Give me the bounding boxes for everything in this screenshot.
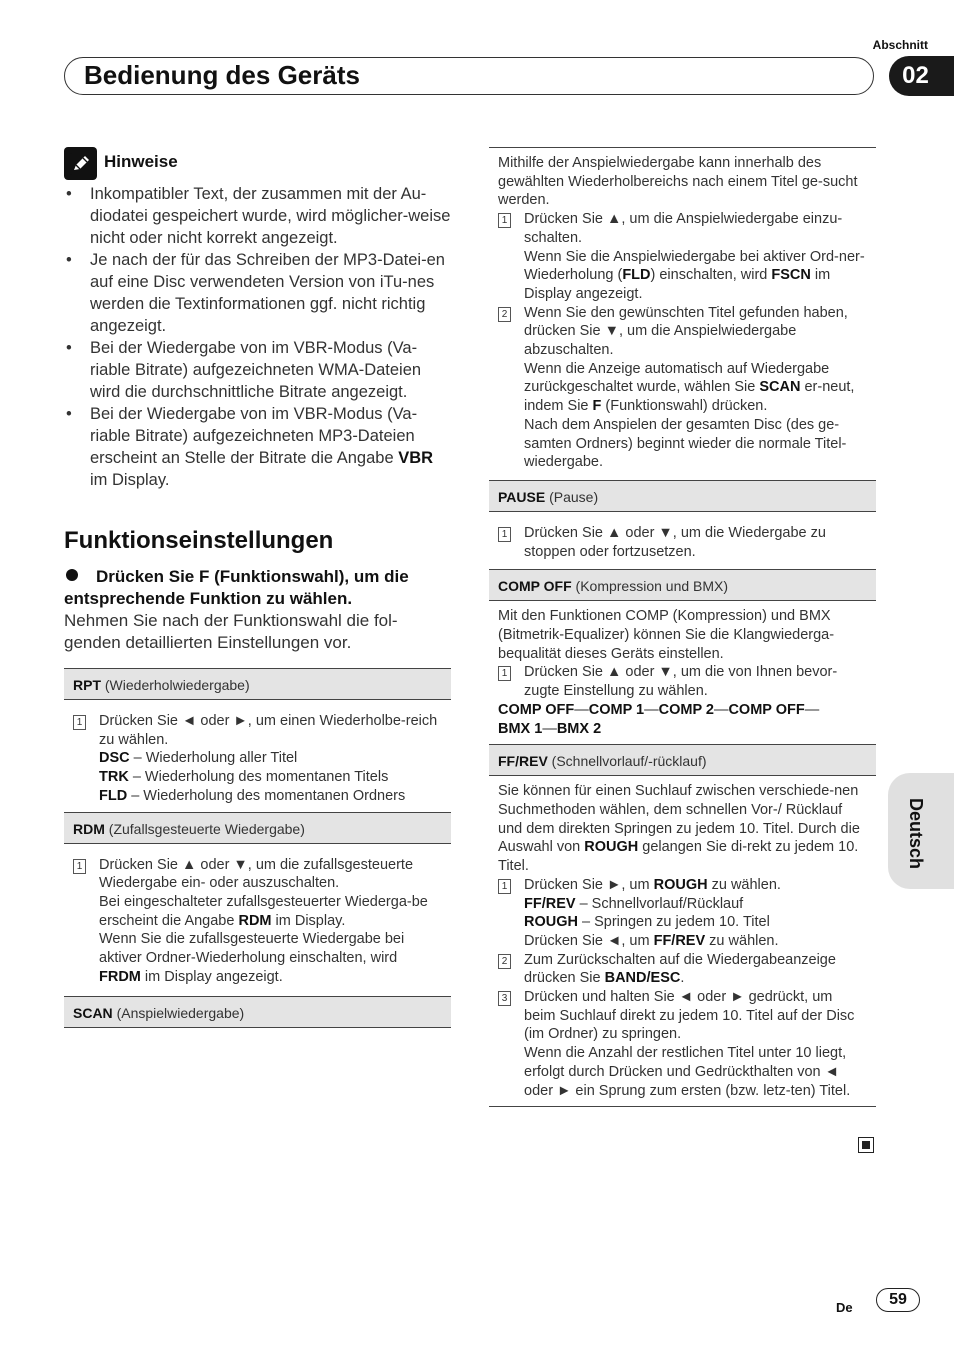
step-number: 1 <box>498 879 511 894</box>
section-label: Abschnitt <box>872 38 928 52</box>
dsc-label: DSC <box>99 750 130 767</box>
ffrev-intro-a: Sie können für einen Suchlauf zwischen verschiede-nen Suchmethoden wählen, dem schnellen Vor-/ Rücklauf und dem direkten Springen zu jedem 10. Titel. Durch die Auswahl von <box>498 783 860 856</box>
bullet-dot-icon <box>66 569 78 581</box>
trk-label: TRK <box>99 769 129 786</box>
dash: — <box>713 701 729 718</box>
fld-text: – Wiederholung des momentanen Ordners <box>127 787 406 804</box>
pause-step-text: Drücken Sie ▲ oder ▼, um die Wiedergabe zu stoppen oder fortzusetzen. <box>524 524 826 560</box>
rpt-key: RPT <box>73 677 101 693</box>
pause-cell <box>489 512 876 567</box>
note-item: • Je nach der für das Schreiben der MP3-Datei-en auf eine Disc verwendeten Version von iTu-nes werden die Textinformationen ggf. nicht richtig angezeigt. <box>64 249 454 337</box>
step-number: 1 <box>498 666 511 681</box>
dash: — <box>542 720 557 737</box>
settings-table-left <box>64 668 451 1028</box>
rdm-step-text: Drücken Sie ▲ oder ▼, um die zufallsgesteuerte Wiedergabe ein- oder auszuschalten. <box>99 856 414 892</box>
ffrev-step1d: Drücken Sie ◄, um <box>524 932 654 949</box>
ffrev-key: FF/REV <box>498 753 548 770</box>
rdm-key: RDM <box>73 820 105 837</box>
rough-code: ROUGH <box>524 914 578 931</box>
scan-step1b-mid: ) einschalten, wird <box>650 267 772 284</box>
step-number: 1 <box>73 715 86 730</box>
ffrev-step1a: Drücken Sie ►, um <box>524 876 654 893</box>
step-number: 2 <box>498 307 511 322</box>
ffrev-step1d-end: zu wählen. <box>705 932 779 949</box>
rdm-line2: Bei eingeschalteter zufallsgesteuerter Wiederga-be erscheint die Angabe <box>99 893 428 929</box>
rpt-header <box>64 668 451 700</box>
frdm-code: FRDM <box>99 968 141 985</box>
dash: — <box>574 701 589 718</box>
scan-step1-text: Drücken Sie ▲, um die Anspielwiedergabe einzu-schalten. <box>524 211 843 246</box>
rpt-desc: (Wiederholwiedergabe) <box>104 677 250 693</box>
footer-language: De <box>836 1300 853 1315</box>
page-number: 59 <box>876 1288 920 1312</box>
comp-cell <box>489 601 876 744</box>
functions-heading: Funktionseinstellungen <box>64 527 334 554</box>
ffrev-code: FF/REV <box>653 932 706 949</box>
scan-code: SCAN <box>759 379 801 396</box>
settings-table-right <box>489 147 876 1107</box>
scan-step2-text: Wenn Sie den gewünschten Titel gefunden haben, drücken Sie ▼, um die Anspielwiedergabe abzuschalten. <box>524 304 848 359</box>
trk-text: – Wiederholung des momentanen Titels <box>128 769 389 786</box>
pencil-note-icon <box>64 147 97 180</box>
rdm-code: RDM <box>238 912 272 929</box>
functions-instruction <box>64 566 454 654</box>
comp-option: COMP OFF <box>728 701 805 718</box>
language-label-text: Deutsch <box>906 798 926 870</box>
note-item: • Bei der Wiedergabe von im VBR-Modus (Va-riable Bitrate) aufgezeichneten MP3-Dateien erscheint an Stelle der Bitrate die Angabe VBR im Display. <box>64 403 454 491</box>
comp-option: COMP OFF <box>498 701 575 718</box>
ffrev-step3: Drücken und halten Sie ◄ oder ► gedrückt, um beim Suchlauf direkt zu jedem 10. Titel auf der Disc (im Ordner) zu springen. <box>524 989 855 1043</box>
fld-code: FLD <box>622 267 651 284</box>
ffrev-intro <box>498 782 867 876</box>
rdm-desc: (Zufallsgesteuerte Wiedergabe) <box>108 820 305 837</box>
ffrev-intro-c: gelangen Sie di-rekt zu jedem 10. Titel. <box>498 839 859 875</box>
comp-header <box>489 569 876 601</box>
rdm-cell <box>64 844 451 993</box>
ffrev-step2c: . <box>680 970 685 987</box>
rdm-line2-end: im Display. <box>271 912 346 929</box>
note-item: • Inkompatibler Text, der zusammen mit der Au-diodatei gespeichert wurde, wird möglicher-weise nicht oder nicht korrekt angezeigt. <box>64 183 454 249</box>
scan-key: SCAN <box>73 1005 113 1022</box>
pause-step-1 <box>498 524 867 561</box>
ffrev-desc: (Schnellvorlauf/-rücklauf) <box>551 753 707 770</box>
scan-step2c: Nach dem Anspielen der gesamten Disc (des ge-samten Ordners) beginnt wieder die normale Titel-wiedergabe. <box>524 416 847 471</box>
ffrev-step-2 <box>498 951 867 988</box>
scan-intro: Mithilfe der Anspielwiedergabe kann innerhalb des gewählten Wiederholbereichs nach einem Titel ge-sucht werden. <box>498 155 858 209</box>
scan-header <box>64 996 451 1028</box>
scan-step2b-mid: er-neut, indem Sie <box>524 379 855 415</box>
ffrev-code: FF/REV <box>524 895 576 912</box>
ffrev-step1c: zu wählen. <box>707 876 781 893</box>
page-title: Bedienung des Geräts <box>84 60 360 90</box>
step-number: 3 <box>498 991 511 1006</box>
pause-header <box>489 480 876 512</box>
comp-key: COMP OFF <box>498 578 572 595</box>
scan-desc: (Anspielwiedergabe) <box>116 1005 245 1022</box>
note-item: • Bei der Wiedergabe von im VBR-Modus (Va-riable Bitrate) aufgezeichneten WMA-Dateien wird die durchschnittliche Bitrate angezeigt. <box>64 337 454 403</box>
step-number: 1 <box>73 859 86 874</box>
band-esc-key: BAND/ESC <box>604 970 681 987</box>
vbr-code: VBR <box>398 449 434 467</box>
ffrev-cell <box>489 776 876 1106</box>
comp-step-1 <box>498 663 867 700</box>
notes-list <box>64 183 454 491</box>
section-number-badge <box>889 56 954 96</box>
pause-desc: (Pause) <box>549 488 599 505</box>
comp-option: BMX 1 <box>498 720 543 737</box>
rough-code: ROUGH <box>653 876 708 893</box>
ffrev-step-3 <box>498 988 867 1100</box>
pause-key: PAUSE <box>498 488 546 505</box>
scan-step-2 <box>498 304 867 472</box>
dsc-text: – Wiederholung aller Titel <box>129 750 298 767</box>
scan-step1b-end: im Display angezeigt. <box>524 267 831 302</box>
comp-option: BMX 2 <box>556 720 602 737</box>
ffrev-step-1 <box>498 876 867 951</box>
ffrev-header <box>489 744 876 776</box>
instruction-bold: Drücken Sie F (Funktionswahl), um die entsprechende Funktion zu wählen. <box>64 567 409 608</box>
ffrev-bottom-rule <box>489 1106 876 1107</box>
f-key: F <box>592 398 602 415</box>
instruction-lead <box>64 567 409 608</box>
dash: — <box>644 701 659 718</box>
scan-step-1 <box>498 210 867 304</box>
step-number: 1 <box>498 527 511 542</box>
comp-intro: Mit den Funktionen COMP (Kompression) und BMX (Bitmetrik-Equalizer) können Sie die Klangwiederga-bequalität dieses Geräts einstellen. <box>498 608 835 662</box>
ffrev-rough-text: – Springen zu jedem 10. Titel <box>577 914 770 931</box>
notes-heading: Hinweise <box>104 152 178 171</box>
end-square-icon <box>858 1137 874 1153</box>
rdm-line3: Wenn Sie die zufallsgesteuerte Wiedergabe bei aktiver Ordner-Wiederholung einschalten, wird <box>99 931 405 967</box>
comp-option: COMP 1 <box>588 701 645 718</box>
section-number: 02 <box>902 62 929 89</box>
scan-step1b: Wenn Sie die Anspielwiedergabe bei aktiver Ord-ner-Wiederholung ( <box>524 248 865 284</box>
comp-sequence <box>498 701 867 738</box>
comp-option: COMP 2 <box>658 701 714 718</box>
comp-step-text: Drücken Sie ▲ oder ▼, um die von Ihnen bevor-zugte Einstellung zu wählen. <box>524 664 838 700</box>
ffrev-ff-text: – Schnellvorlauf/Rücklauf <box>575 895 744 912</box>
step-number: 1 <box>498 213 511 228</box>
rdm-header <box>64 812 451 844</box>
dash: — <box>804 701 820 718</box>
scan-step2b: Wenn die Anzeige automatisch auf Wiedergabe zurückgeschaltet wurde, wählen Sie <box>524 360 830 396</box>
rdm-line3-end: im Display angezeigt. <box>140 968 283 985</box>
rdm-step-1 <box>73 856 442 987</box>
rpt-step-text: Drücken Sie ◄ oder ►, um einen Wiederholbe-reich zu wählen. <box>99 713 438 748</box>
rpt-cell <box>64 700 451 812</box>
rpt-step-1 <box>73 712 442 806</box>
language-label <box>896 790 926 890</box>
fscn-code: FSCN <box>771 267 811 284</box>
fld-label: FLD <box>99 787 128 804</box>
comp-desc: (Kompression und BMX) <box>575 578 729 595</box>
scan-cell <box>489 148 876 478</box>
instruction-text: Nehmen Sie nach der Funktionswahl die fol-genden detaillierten Einstellungen vor. <box>64 611 398 652</box>
ffrev-step3b: Wenn die Anzahl der restlichen Titel unter 10 liegt, erfolgt durch Drücken und Gedrückthalten von ◄ oder ► ein Sprung zum ersten (bzw. letz-ten) Titel. <box>524 1045 851 1099</box>
step-number: 2 <box>498 954 511 969</box>
rough-code: ROUGH <box>584 839 639 856</box>
scan-step2b-end: (Funktionswahl) drücken. <box>601 398 768 415</box>
ffrev-step2a: Zum Zurückschalten auf die Wiedergabeanzeige drücken Sie <box>524 951 836 987</box>
